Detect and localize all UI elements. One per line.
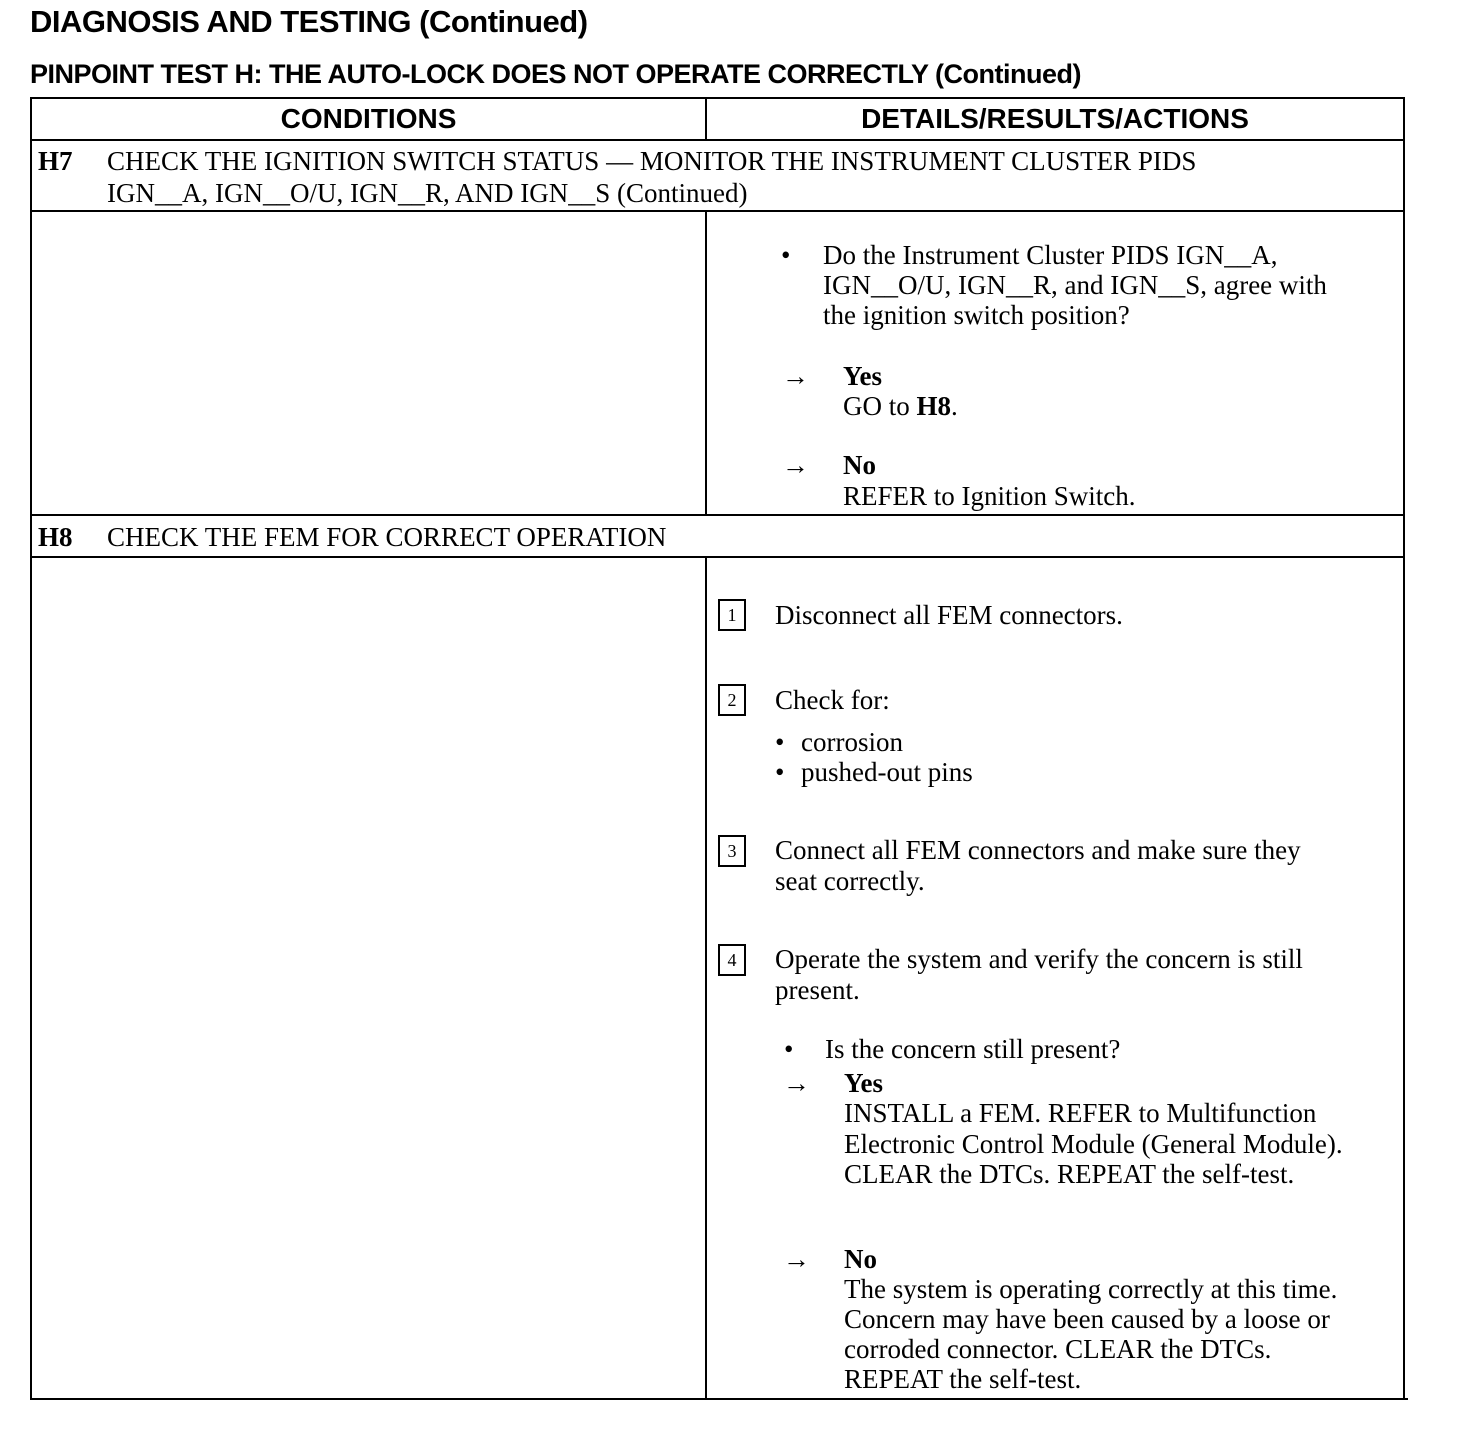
- column-divider-h7: [705, 210, 707, 515]
- column-header-details: DETAILS/RESULTS/ACTIONS: [861, 103, 1249, 134]
- h8-no-arrow-icon: →: [783, 1244, 810, 1274]
- h7-yes-arrow-icon: →: [782, 361, 809, 391]
- h7-step-id: H7: [38, 146, 73, 176]
- step-2-text: Check for:: [775, 685, 890, 715]
- step-3-text-line2: seat correctly.: [775, 866, 925, 896]
- h8-title: CHECK THE FEM FOR CORRECT OPERATION: [107, 522, 667, 552]
- h8-no-action-line2: Concern may have been caused by a loose or: [844, 1304, 1330, 1334]
- h7-title-line2: IGN__A, IGN__O/U, IGN__R, AND IGN__S (Continued): [107, 178, 748, 208]
- step-2-subitem-bullet: •: [775, 757, 785, 787]
- h8-title-bottom-divider: [30, 556, 1405, 558]
- step-2-subitem-corrosion: corrosion: [801, 727, 903, 757]
- h7-question-bullet: •: [781, 240, 791, 270]
- h8-step-id: H8: [38, 522, 73, 552]
- h7-question-line1: Do the Instrument Cluster PIDS IGN__A,: [823, 240, 1278, 270]
- h7-no-arrow-icon: →: [782, 450, 809, 480]
- step-1-text: Disconnect all FEM connectors.: [775, 600, 1123, 630]
- page-title: DIAGNOSIS AND TESTING (Continued): [30, 4, 588, 39]
- h7-no-action: REFER to Ignition Switch.: [843, 481, 1136, 511]
- step-4-text-line1: Operate the system and verify the concern is still: [775, 944, 1303, 974]
- h8-no-action-line3: corroded connector. CLEAR the DTCs.: [844, 1334, 1272, 1364]
- step-2-subitem-bullet: •: [775, 727, 785, 757]
- h7-title-divider: [30, 210, 1405, 212]
- h8-question: Is the concern still present?: [825, 1034, 1121, 1064]
- h8-yes-label: Yes: [844, 1068, 883, 1098]
- h7-title-line1: CHECK THE IGNITION SWITCH STATUS — MONITOR THE INSTRUMENT CLUSTER PIDS: [107, 146, 1197, 176]
- h7-question-line2: IGN__O/U, IGN__R, and IGN__S, agree with: [823, 270, 1327, 300]
- h8-title-top-divider: [30, 514, 1405, 516]
- h8-no-action-line4: REPEAT the self-test.: [844, 1364, 1082, 1394]
- h7-no-label: No: [843, 450, 876, 480]
- h8-yes-action-line2: Electronic Control Module (General Module).: [844, 1129, 1343, 1159]
- h7-yes-action: [843, 391, 958, 422]
- table-border-bottom: [30, 1398, 1408, 1400]
- step-1-number-box: 1: [718, 599, 746, 631]
- step-4-text-line2: present.: [775, 975, 860, 1005]
- h8-yes-arrow-icon: →: [783, 1068, 810, 1098]
- step-4-number-box: 4: [718, 944, 746, 976]
- step-3-text-line1: Connect all FEM connectors and make sure they: [775, 835, 1301, 865]
- column-header-conditions: CONDITIONS: [280, 103, 457, 134]
- column-divider-h8: [705, 556, 707, 1399]
- table-border-top: [30, 97, 1405, 99]
- step-3-number-box: 3: [718, 835, 746, 867]
- table-border-right: [1403, 97, 1405, 1400]
- h7-yes-action-target: H8: [916, 391, 952, 421]
- h7-question-line3: the ignition switch position?: [823, 300, 1130, 330]
- h8-yes-action-line3: CLEAR the DTCs. REPEAT the self-test.: [844, 1159, 1295, 1189]
- h7-yes-action-suffix: .: [951, 391, 958, 421]
- table-border-left: [30, 97, 32, 1400]
- h7-yes-action-prefix: GO to: [843, 391, 917, 421]
- h8-question-bullet: •: [784, 1034, 794, 1064]
- pinpoint-test-title: PINPOINT TEST H: THE AUTO-LOCK DOES NOT OPERATE CORRECTLY (Continued): [30, 59, 1082, 89]
- step-2-number-box: 2: [718, 684, 746, 716]
- h7-yes-label: Yes: [843, 361, 882, 391]
- h8-no-label: No: [844, 1244, 877, 1274]
- h8-yes-action-line1: INSTALL a FEM. REFER to Multifunction: [844, 1098, 1317, 1128]
- step-2-subitem-pins: pushed-out pins: [801, 757, 973, 787]
- header-row-divider: [30, 139, 1405, 141]
- h8-no-action-line1: The system is operating correctly at this time.: [844, 1274, 1338, 1304]
